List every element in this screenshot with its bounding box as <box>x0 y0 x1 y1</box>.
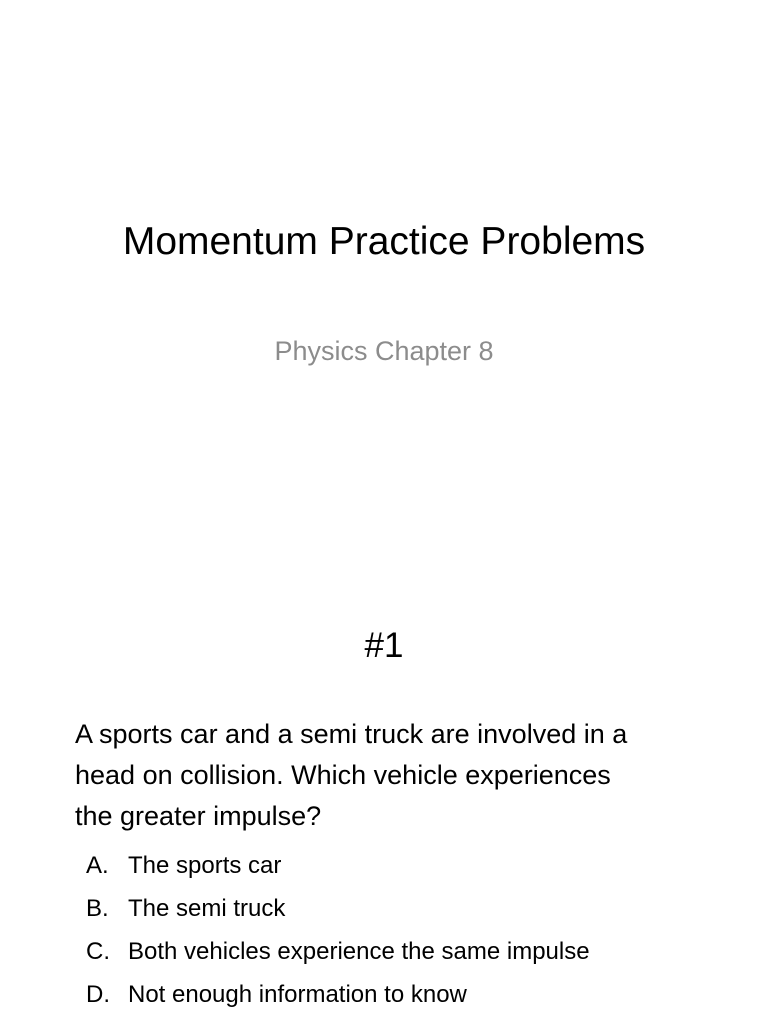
slide-title: Momentum Practice Problems <box>122 220 646 263</box>
answer-option-a <box>86 844 746 887</box>
option-text: The semi truck <box>128 895 286 922</box>
question-line: head on collision. Which vehicle experiences <box>75 760 611 790</box>
answer-options <box>86 844 746 1016</box>
option-text: Not enough information to know <box>128 981 467 1008</box>
option-text: Both vehicles experience the same impulse <box>128 938 590 965</box>
question-slide <box>0 512 768 1024</box>
answer-option-d <box>86 973 746 1016</box>
question-line: A sports car and a semi truck are involved in a <box>75 719 628 749</box>
option-letter: D. <box>86 981 110 1008</box>
question-line: the greater impulse? <box>75 801 322 831</box>
answer-option-c <box>86 930 746 973</box>
answer-option-b <box>86 887 746 930</box>
option-letter: C. <box>86 938 110 965</box>
slide-subtitle: Physics Chapter 8 <box>274 336 494 366</box>
question-number: #1 <box>364 626 404 665</box>
option-text: The sports car <box>128 852 282 879</box>
option-letter: A. <box>86 852 109 879</box>
question-text <box>75 714 725 837</box>
option-letter: B. <box>86 895 109 922</box>
